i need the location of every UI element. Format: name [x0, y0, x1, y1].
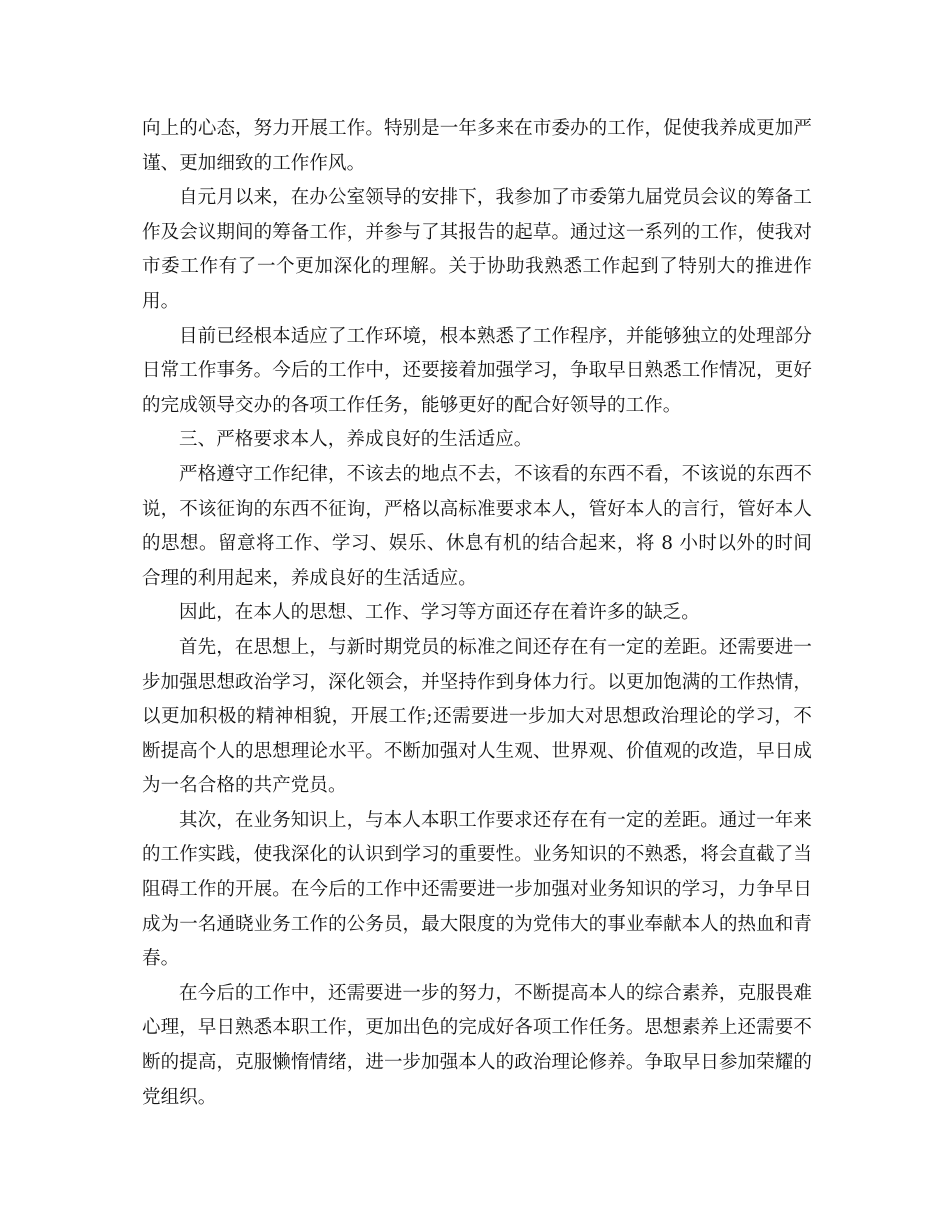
paragraph-7: 首先，在思想上，与新时期党员的标准之间还存在有一定的差距。还需要进一步加强思想政治学习，深化领会，并坚持作到身体力行。以更加饱满的工作热情，以更加积极的精神相貌，开展工作;还需要进一步加大对思想政治理论的学习，不断提高个人的思想理论水平。不断加强对人生观、世界观、价值观的改造，早日成为一名合格的共产党员。: [142, 636, 812, 797]
paragraph-1: 向上的心态，努力开展工作。特别是一年多来在市委办的工作，促使我养成更加严谨、更加细致的工作作风。: [142, 118, 812, 174]
paragraph-8: 其次，在业务知识上，与本人本职工作要求还存在有一定的差距。通过一年来的工作实践，使我深化的认识到学习的重要性。业务知识的不熟悉，将会直截了当阻碍工作的开展。在今后的工作中还需要进一步加强对业务知识的学习，力争早日成为一名通晓业务工作的公务员，最大限度的为党伟大的事业奉献本人的热血和青春。: [142, 809, 812, 970]
paragraph-2: 自元月以来，在办公室领导的安排下，我参加了市委第九届党员会议的筹备工作及会议期间的筹备工作，并参与了其报告的起草。通过这一系列的工作，使我对市委工作有了一个更加深化的理解。关于协助我熟悉工作起到了特别大的推进作用。: [142, 187, 812, 312]
paragraph-6: 因此，在本人的思想、工作、学习等方面还存在着许多的缺乏。: [179, 602, 700, 624]
document-body: [142, 112, 812, 1115]
paragraph-5: 严格遵守工作纪律，不该去的地点不去，不该看的东西不看，不该说的东西不说，不该征询的东西不征询，严格以高标准要求本人，管好本人的言行，管好本人的思想。留意将工作、学习、娱乐、休息有机的结合起来，将 8 小时以外的时间合理的利用起来，养成良好的生活适应。: [142, 463, 812, 589]
paragraph-3: 目前已经根本适应了工作环境，根本熟悉了工作程序，并能够独立的处理部分日常工作事务。今后的工作中，还要接着加强学习，争取早日熟悉工作情况，更好的完成领导交办的各项工作任务，能够更好的配合好领导的工作。: [142, 325, 812, 416]
paragraph-9: 在今后的工作中，还需要进一步的努力，不断提高本人的综合素养，克服畏难心理，早日熟悉本职工作，更加出色的完成好各项工作任务。思想素养上还需要不断的提高，克服懒惰情绪，进一步加强本人的政治理论修养。争取早日参加荣耀的党组织。: [142, 982, 812, 1108]
section-heading-3: 三、严格要求本人，养成良好的生活适应。: [179, 429, 533, 451]
